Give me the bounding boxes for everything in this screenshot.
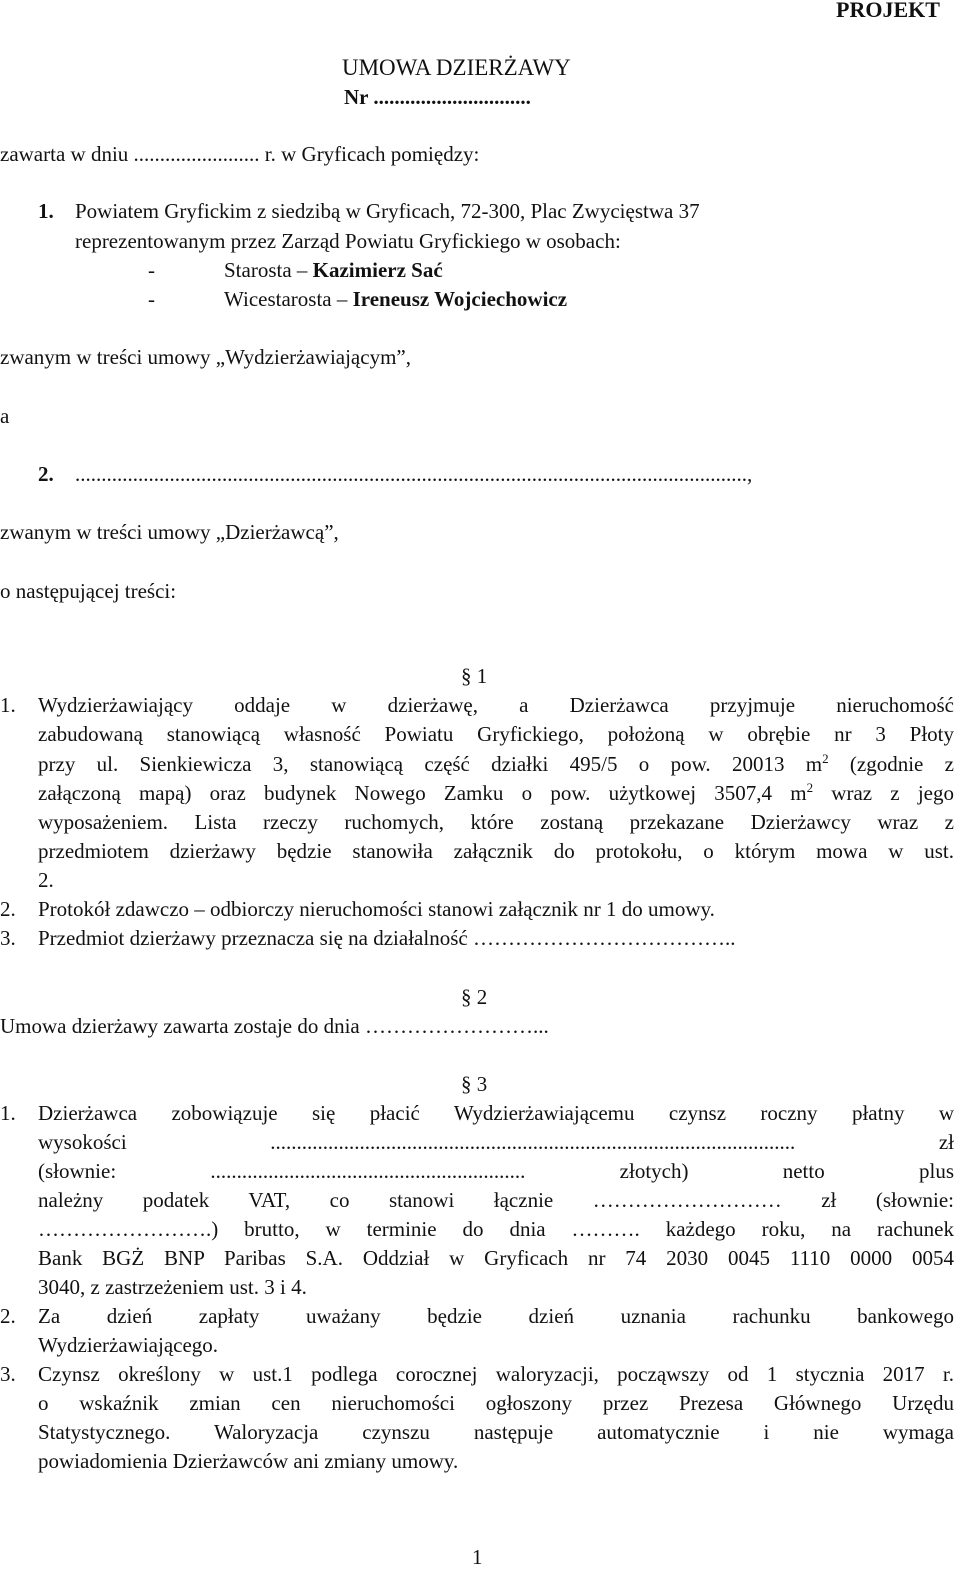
party-1-number: 1.	[38, 199, 54, 223]
conjunction: a	[0, 404, 10, 428]
project-badge: PROJEKT	[836, 0, 940, 22]
party-2-alias: zwanym w treści umowy „Dzierżawcą”,	[0, 520, 339, 544]
contract-number: Nr ..............................	[344, 85, 531, 109]
party-2-placeholder: ................................................................................................................................,	[75, 462, 753, 486]
party-1-line-1: Powiatem Gryfickim z siedzibą w Gryficach, 72-300, Plac Zwycięstwa 37	[75, 199, 700, 223]
section-3-para-1-line-4: należny podatek VAT, co stanowi łącznie ……………………… zł (słownie:	[38, 1188, 954, 1212]
section-1-para-1-line-4: załączoną mapą) oraz budynek Nowego Zamku o pow. użytkowej 3507,4 $m^2$ wraz z jego	[38, 780, 954, 805]
section-3-para-1-line-5: …………………….) brutto, w terminie do dnia ………. każdego roku, na rachunek	[38, 1217, 954, 1241]
representative-2	[224, 285, 567, 314]
section-1-para-1-line-2: zabudowaną stanowiącą własność Powiatu Gryfickiego, położoną w obrębie nr 3 Płoty	[38, 722, 954, 746]
section-1-para-3: Przedmiot dzierżawy przeznacza się na działalność ………………………………..	[38, 926, 736, 950]
section-1-para-1-line-5: wyposażeniem. Lista rzeczy ruchomych, które zostaną przekazane Dzierżawcy wraz z	[38, 810, 954, 834]
preamble: o następującej treści:	[0, 579, 177, 603]
section-3-heading: § 3	[461, 1072, 488, 1096]
section-1-para-1-line-3: przy ul. Sienkiewicza 3, stanowiącą część działki 495/5 o pow. 20013 $m^2$ (zgodnie z	[38, 751, 954, 776]
intro-line: zawarta w dniu ........................ r. w Gryficach pomiędzy:	[0, 142, 480, 166]
section-3-para-3-line-3: Statystycznego. Waloryzacja czynszu następuje automatycznie i nie wymaga	[38, 1420, 954, 1444]
document-title: UMOWA DZIERŻAWY	[342, 55, 571, 80]
representative-2-role: Wicestarosta –	[224, 287, 353, 311]
representative-1-dash: -	[148, 258, 155, 282]
section-3-para-1-line-2: wysokości .................................................................................................... zł	[38, 1130, 954, 1154]
representative-2-dash: -	[148, 287, 155, 311]
section-1-para-1-line-6: przedmiotem dzierżawy będzie stanowiła załącznik do protokołu, o którym mowa w ust.	[38, 839, 954, 863]
section-3-para-1-number: 1.	[0, 1101, 16, 1125]
representative-1	[224, 256, 443, 285]
section-1-para-2-number: 2.	[0, 897, 16, 921]
section-3-para-3-line-2: o wskaźnik zmian cen nieruchomości ogłoszony przez Prezesa Głównego Urzędu	[38, 1391, 954, 1415]
section-1-para-1-number: 1.	[0, 693, 16, 717]
representative-2-name: Ireneusz Wojciechowicz	[352, 287, 568, 311]
section-3-para-1-line-1: Dzierżawca zobowiązuje się płacić Wydzierżawiającemu czynsz roczny płatny w	[38, 1101, 954, 1125]
representative-1-name: Kazimierz Sać	[312, 258, 443, 282]
section-2-text: Umowa dzierżawy zawarta zostaje do dnia ……………………...	[0, 1014, 549, 1038]
section-3-para-2-line-1: Za dzień zapłaty uważany będzie dzień uznania rachunku bankowego	[38, 1304, 954, 1328]
section-3-para-3-line-1: Czynsz określony w ust.1 podlega corocznej waloryzacji, począwszy od 1 stycznia 2017 r.	[38, 1362, 954, 1386]
section-1-para-1-line-1: Wydzierżawiający oddaje w dzierżawę, a Dzierżawca przyjmuje nieruchomość	[38, 693, 954, 717]
section-1-heading: § 1	[461, 664, 488, 688]
section-3-para-3-number: 3.	[0, 1362, 16, 1386]
section-2-heading: § 2	[461, 985, 488, 1009]
section-1-para-2: Protokół zdawczo – odbiorczy nieruchomości stanowi załącznik nr 1 do umowy.	[38, 897, 715, 921]
party-1-alias: zwanym w treści umowy „Wydzierżawiającym”,	[0, 345, 411, 369]
section-3-para-1-line-6: Bank BGŻ BNP Paribas S.A. Oddział w Gryficach nr 74 2030 0045 1110 0000 0054	[38, 1246, 954, 1270]
representative-1-role: Starosta –	[224, 258, 313, 282]
party-1-line-2: reprezentowanym przez Zarząd Powiatu Gryfickiego w osobach:	[75, 229, 621, 253]
section-3-para-1-line-3: (słownie: ............................................................ złotych) netto plus	[38, 1159, 954, 1183]
section-3-para-2-line-2: Wydzierżawiającego.	[38, 1333, 219, 1357]
party-2-number: 2.	[38, 462, 54, 486]
page-number: 1	[472, 1545, 483, 1569]
section-3-para-1-line-7: 3040, z zastrzeżeniem ust. 3 i 4.	[38, 1275, 307, 1299]
section-1-para-1-line-7: 2.	[38, 868, 54, 892]
section-1-para-3-number: 3.	[0, 926, 16, 950]
section-3-para-2-number: 2.	[0, 1304, 16, 1328]
section-3-para-3-line-4: powiadomienia Dzierżawców ani zmiany umowy.	[38, 1449, 459, 1473]
